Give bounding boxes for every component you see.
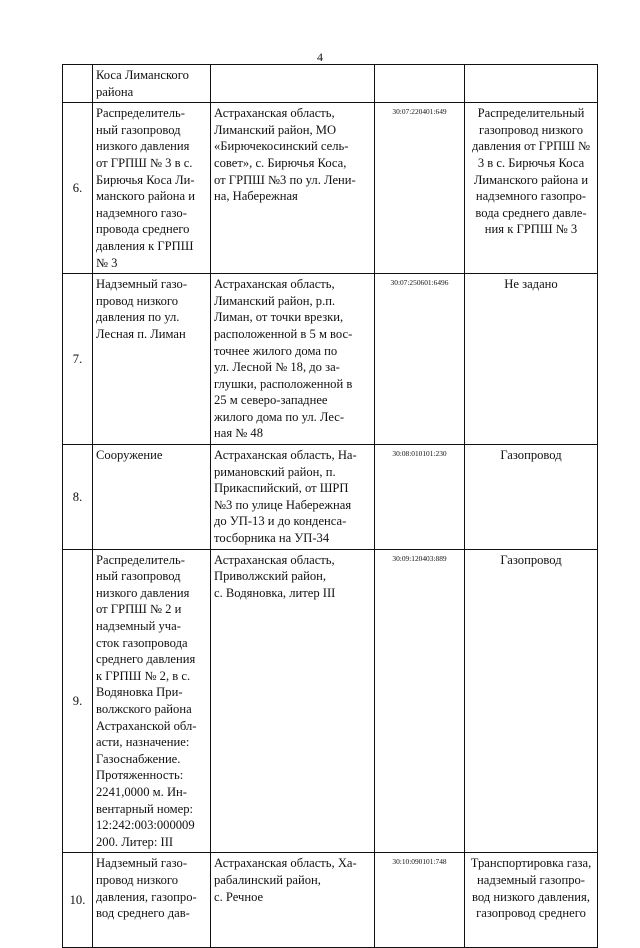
text-line: давления, газопро- [96, 889, 197, 904]
text-line: ния к ГРПШ № 3 [484, 222, 578, 237]
text-line: Газопровод [500, 552, 562, 567]
text-line: Распределитель- [96, 106, 185, 121]
text-line: газопровод среднего [476, 906, 586, 921]
text-line: низкого давления [96, 139, 190, 154]
text-line: тосборника на УП-34 [214, 531, 330, 546]
text-line: давления к ГРПШ [96, 238, 194, 253]
text-line: Газоснабжение. [96, 751, 181, 766]
text-line: вода среднего давле- [475, 205, 587, 220]
text-line: с. Речное [214, 889, 264, 904]
text-line: провода среднего [96, 222, 190, 237]
table-row [63, 445, 598, 550]
text-line: давления от ГРПШ № [471, 139, 591, 154]
text-line: Бирючья Коса Ли- [96, 172, 195, 187]
registry-table [62, 64, 598, 948]
text-line: 2241,0000 м. Ин- [96, 784, 187, 799]
cadastral-number-cell: 30:07:250601:6496 [375, 274, 465, 445]
object-type-cell [465, 549, 598, 853]
text-line: Приволжский район, [214, 569, 327, 584]
text-line: точнее жилого дома по [214, 343, 338, 358]
text-line: ный газопровод [96, 122, 181, 137]
table-row [63, 274, 598, 445]
text-line: Коса Лиманского [96, 68, 189, 82]
text-line: Астраханская область, На- [214, 448, 357, 463]
text-line: совет», с. Бирючья Коса, [214, 155, 347, 170]
text-line: сток газопровода [96, 635, 188, 650]
cadastral-number-cell: 30:07:220401:649 [375, 103, 465, 274]
text-line: глушки, расположенной в [214, 376, 353, 391]
text-line: Сооружение [96, 448, 163, 463]
object-name-cell [93, 445, 211, 550]
object-type-cell [465, 853, 598, 948]
text-line: асти, назначение: [96, 735, 190, 750]
text-line: Прикаспийский, от ШРП [214, 481, 349, 496]
text-line: ная № 48 [214, 426, 264, 441]
cadastral-number-cell: 30:08:010101:230 [375, 445, 465, 550]
text-line: Распределительный [477, 106, 585, 121]
object-type-cell [465, 103, 598, 274]
address-cell [211, 65, 375, 103]
text-line: Надземный газо- [96, 277, 188, 292]
text-line: до УП-13 и до конденса- [214, 514, 347, 529]
cadastral-number-cell [375, 65, 465, 103]
address-cell [211, 103, 375, 274]
text-line: Астраханская область, [214, 552, 335, 567]
address-cell [211, 853, 375, 948]
text-line: Астраханская область, [214, 106, 335, 121]
text-line: Астраханская область, Ха- [214, 856, 357, 871]
text-line: от ГРПШ № 3 в с. [96, 155, 193, 170]
text-line: Лесная п. Лиман [96, 326, 186, 341]
table-row [63, 65, 598, 103]
text-line: надземный уча- [96, 619, 181, 633]
object-type-cell [465, 445, 598, 550]
text-line: 12:242:003:000009 [96, 818, 195, 833]
text-line: Лиманского района и [473, 172, 589, 187]
text-line: на, Набережная [214, 189, 298, 204]
text-line: 25 м северо-западнее [214, 393, 328, 408]
object-name-cell [93, 853, 211, 948]
text-line: Лиманский район, МО [214, 122, 337, 137]
text-line: Газопровод [500, 448, 562, 463]
text-line: района [96, 84, 134, 99]
cadastral-number-cell: 30:09:120403:889 [375, 549, 465, 853]
text-line: вентарный номер: [96, 801, 193, 816]
text-line: расположенной в 5 м вос- [214, 326, 353, 341]
text-line: №3 по улице Набережная [214, 497, 352, 512]
text-line: рабалинский район, [214, 872, 321, 887]
text-line: № 3 [96, 255, 118, 270]
address-cell [211, 274, 375, 445]
text-line: к ГРПШ № 2, в с. [96, 668, 191, 683]
table-row [63, 103, 598, 274]
object-name-cell [93, 103, 211, 274]
object-type-cell [465, 65, 598, 103]
text-line: Астраханской обл- [96, 718, 197, 733]
text-line: низкого давления [96, 585, 190, 600]
text-line: «Бирючекосинский сель- [214, 139, 349, 154]
text-line: провод низкого [96, 872, 179, 887]
text-line: с. Водяновка, литер III [214, 585, 336, 600]
text-line: волжского района [96, 701, 192, 716]
text-line: надземный газопро- [477, 872, 585, 887]
address-cell [211, 445, 375, 550]
page-number: 4 [317, 50, 323, 64]
row-number [63, 65, 93, 103]
row-number: 8. [63, 445, 93, 550]
text-line: давления по ул. [96, 310, 180, 325]
text-line: манского района и [96, 189, 196, 204]
text-line: от ГРПШ № 2 и [96, 602, 182, 617]
text-line: надземного газопро- [475, 189, 587, 204]
text-line: жилого дома по ул. Лес- [214, 409, 345, 424]
object-name-cell [93, 549, 211, 853]
object-name-cell [93, 274, 211, 445]
text-line: Не задано [504, 277, 558, 292]
text-line: ул. Лесной № 18, до за- [214, 360, 340, 375]
text-line: Лиман, от точки врезки, [214, 310, 344, 325]
object-name-cell [93, 65, 211, 103]
text-line: газопровод низкого [478, 122, 583, 137]
object-type-cell [465, 274, 598, 445]
row-number: 10. [63, 853, 93, 948]
row-number: 6. [63, 103, 93, 274]
text-line: Астраханская область, [214, 277, 335, 292]
text-line: вод среднего дав- [96, 906, 190, 921]
address-cell [211, 549, 375, 853]
text-line: провод низкого [96, 293, 179, 308]
text-line: Транспортировка газа, [470, 856, 592, 871]
text-line: от ГРПШ №3 по ул. Лени- [214, 172, 356, 187]
text-line: 200. Литер: III [96, 834, 174, 849]
text-line: ный газопровод [96, 569, 181, 584]
text-line: 3 в с. Бирючья Коса [477, 155, 585, 170]
text-line: римановский район, п. [214, 464, 336, 479]
row-number: 9. [63, 549, 93, 853]
row-number: 7. [63, 274, 93, 445]
text-line: Надземный газо- [96, 856, 188, 871]
text-line: Водяновка При- [96, 685, 183, 700]
text-line: вод низкого давления, [472, 889, 590, 904]
text-line: Протяженность: [96, 768, 184, 783]
text-line: надземного газо- [96, 205, 187, 220]
table-row [63, 853, 598, 948]
text-line: среднего давления [96, 652, 196, 667]
table-row [63, 549, 598, 853]
text-line: Лиманский район, р.п. [214, 293, 336, 308]
cadastral-number-cell: 30:10:090101:748 [375, 853, 465, 948]
text-line: Распределитель- [96, 552, 185, 567]
